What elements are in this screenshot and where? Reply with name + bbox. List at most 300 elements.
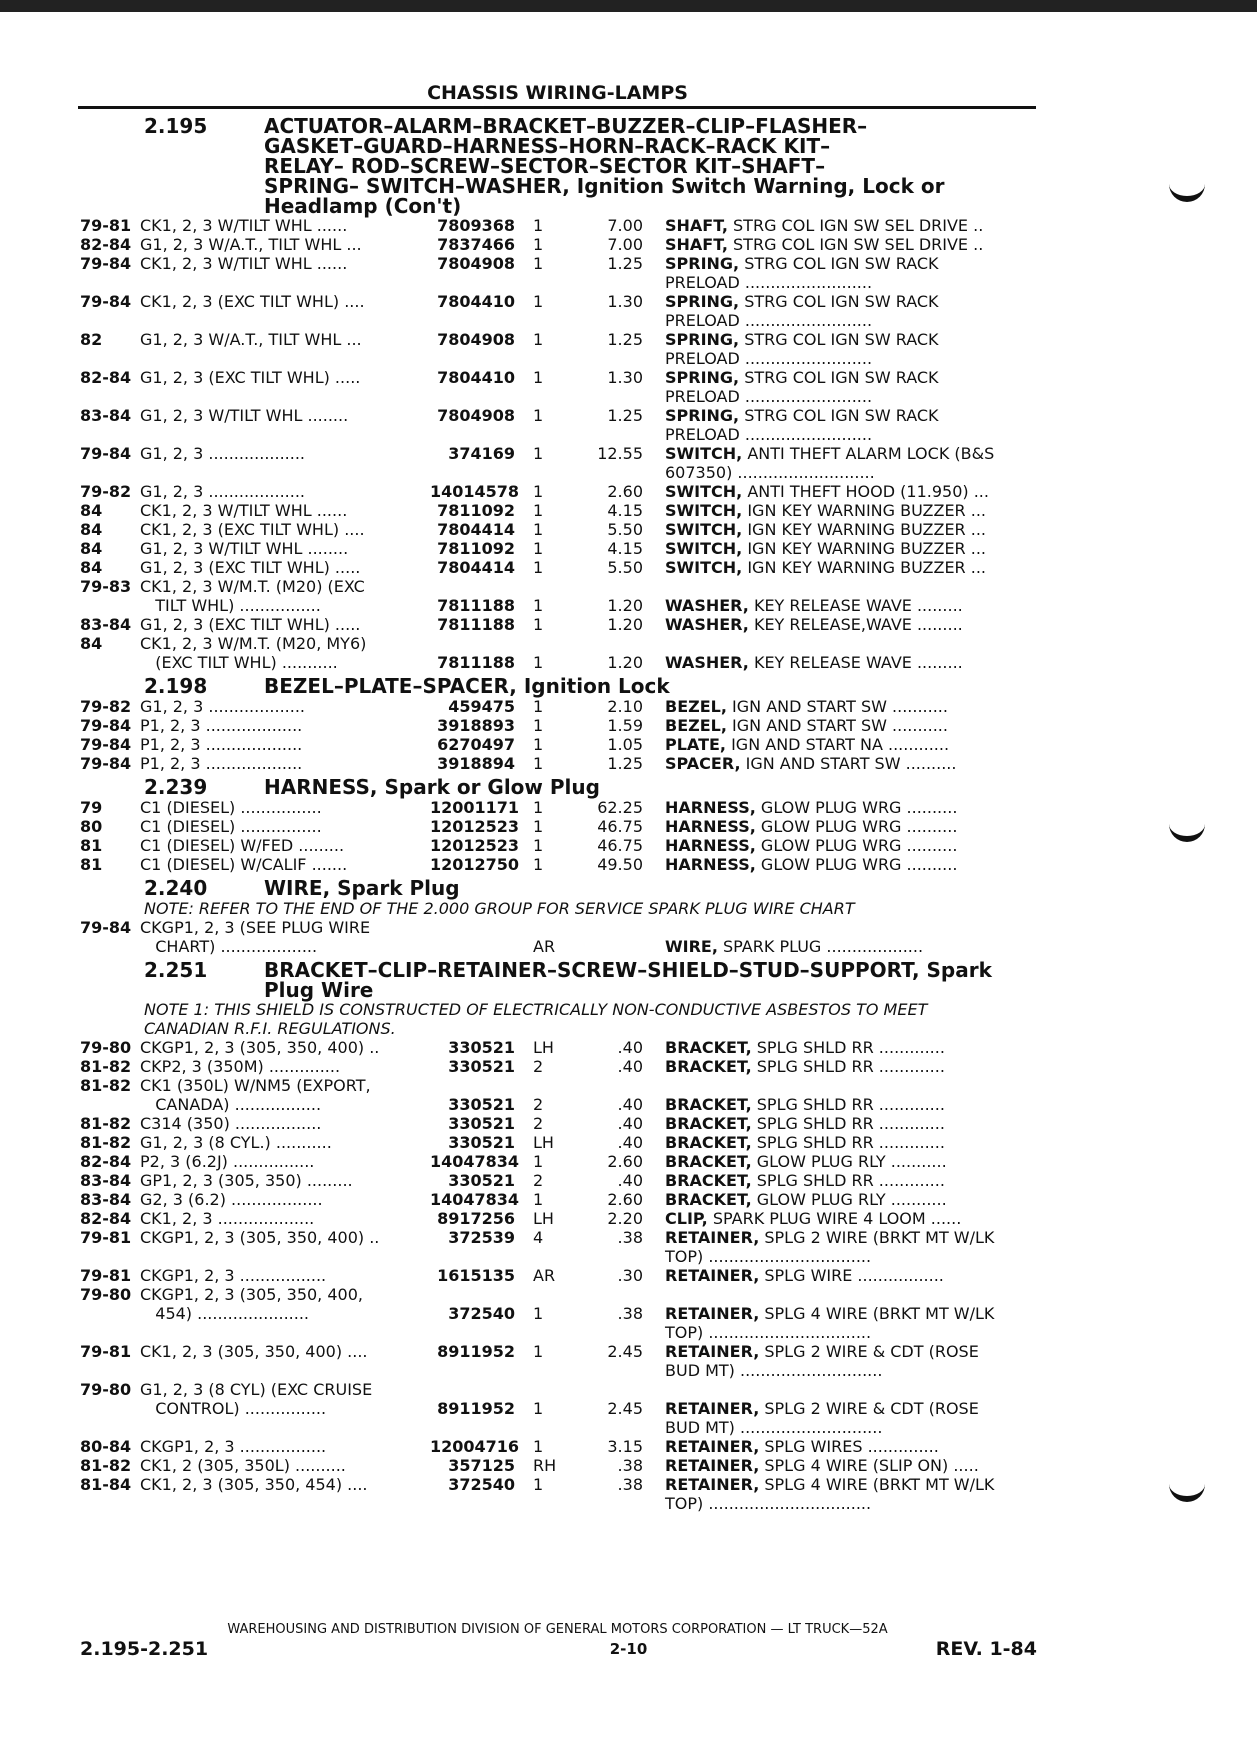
- quantity: 1: [533, 855, 544, 874]
- part-row: [80, 1266, 1040, 1285]
- application: CKGP1, 2, 3 .................: [140, 1437, 327, 1456]
- application: C1 (DIESEL) ................: [140, 798, 322, 817]
- model-years: 79-80: [80, 1380, 132, 1399]
- part-description: [643, 1076, 1035, 1095]
- part-number: [430, 1380, 515, 1399]
- part-name: BRACKET,: [665, 1057, 752, 1076]
- part-number: 7837466: [437, 235, 515, 254]
- price: [578, 577, 643, 596]
- quantity: 1: [533, 444, 544, 463]
- group-title-line: WIRE, Spark Plug: [264, 876, 460, 900]
- part-desc-text: SPLG 2 WIRE & CDT (ROSE: [759, 1342, 979, 1361]
- model-years: 79-81: [80, 1228, 132, 1247]
- part-description: [643, 539, 1035, 558]
- part-name: RETAINER,: [665, 1475, 760, 1494]
- part-name: HARNESS,: [665, 817, 756, 836]
- application: CK1, 2, 3 W/TILT WHL ......: [140, 216, 348, 235]
- part-row: [80, 817, 1040, 836]
- part-desc-text: IGN KEY WARNING BUZZER ...: [742, 520, 987, 539]
- model-years: 79-84: [80, 444, 132, 463]
- price: .38: [617, 1228, 643, 1247]
- model-years: 82-84: [80, 1152, 132, 1171]
- part-name: RETAINER,: [665, 1342, 760, 1361]
- part-description: [643, 798, 1035, 817]
- parts-catalog-content: [80, 112, 1040, 1513]
- part-name: BEZEL,: [665, 697, 727, 716]
- application: G1, 2, 3 ...................: [140, 444, 305, 463]
- model-years: [80, 1095, 140, 1114]
- model-years: 82: [80, 330, 103, 349]
- quantity: 1: [533, 716, 544, 735]
- quantity: [515, 918, 578, 937]
- application: G1, 2, 3 W/A.T., TILT WHL ...: [140, 330, 362, 349]
- part-number: 7804908: [437, 406, 515, 425]
- part-name: SWITCH,: [665, 558, 743, 577]
- part-description: [643, 1285, 1035, 1304]
- price: 46.75: [597, 836, 643, 855]
- model-years: 83-84: [80, 1171, 132, 1190]
- part-number: 8911952: [437, 1342, 515, 1361]
- price: 2.60: [607, 482, 643, 501]
- part-desc-continued: PRELOAD .........................: [665, 349, 873, 368]
- part-desc-text: IGN AND START SW ...........: [726, 716, 948, 735]
- price: [578, 937, 643, 956]
- part-desc-text: GLOW PLUG RLY ...........: [751, 1190, 947, 1209]
- application: CHART) ...................: [140, 937, 318, 956]
- part-name: SWITCH,: [665, 539, 743, 558]
- part-description: [643, 1190, 1035, 1209]
- model-years: 82-84: [80, 368, 132, 387]
- part-name: HARNESS,: [665, 855, 756, 874]
- part-desc-continued: 607350) ...........................: [665, 463, 875, 482]
- part-number: 12004716: [430, 1437, 520, 1456]
- part-desc-text: STRG COL IGN SW RACK: [739, 330, 939, 349]
- part-description: [643, 1152, 1035, 1171]
- part-number: 372540: [448, 1304, 515, 1323]
- binder-hole-mark: [1169, 1468, 1205, 1502]
- part-desc-text: GLOW PLUG WRG ..........: [755, 798, 958, 817]
- quantity: 2: [533, 1114, 544, 1133]
- quantity: [515, 577, 578, 596]
- group-note: NOTE 1: THIS SHIELD IS CONSTRUCTED OF ELECTRICALLY NON-CONDUCTIVE ASBESTOS TO MEET: [144, 1000, 928, 1019]
- part-description: [643, 1171, 1035, 1190]
- model-years: 81: [80, 836, 103, 855]
- part-description: [643, 1038, 1035, 1057]
- part-description: [643, 406, 1035, 444]
- price: .40: [617, 1171, 643, 1190]
- part-desc-text: SPLG SHLD RR .............: [751, 1095, 945, 1114]
- group-number: 2.239: [144, 775, 208, 799]
- model-years: [80, 1304, 140, 1342]
- part-desc-text: SPLG WIRES ..............: [759, 1437, 939, 1456]
- price: [578, 634, 643, 653]
- group-title: [264, 676, 1024, 697]
- application: G1, 2, 3 W/A.T., TILT WHL ...: [140, 235, 362, 254]
- application: G1, 2, 3 (EXC TILT WHL) .....: [140, 558, 361, 577]
- application: (EXC TILT WHL) ...........: [140, 653, 338, 672]
- footer-revision: REV. 1-84: [935, 1638, 1037, 1660]
- part-row: [80, 1285, 1040, 1304]
- model-years: 81-82: [80, 1114, 132, 1133]
- part-desc-continued: BUD MT) ............................: [665, 1361, 883, 1380]
- application: P1, 2, 3 ...................: [140, 754, 303, 773]
- model-years: 84: [80, 558, 103, 577]
- part-row: [80, 1133, 1040, 1152]
- application: G1, 2, 3 (EXC TILT WHL) .....: [140, 368, 361, 387]
- part-desc-text: GLOW PLUG RLY ...........: [751, 1152, 947, 1171]
- quantity: 1: [533, 501, 544, 520]
- application: CK1, 2, 3 (305, 350, 454) ....: [140, 1475, 368, 1494]
- quantity: 1: [533, 1190, 544, 1209]
- quantity: [515, 1285, 578, 1304]
- model-years: [80, 937, 140, 956]
- quantity: 1: [533, 1152, 544, 1171]
- application: GP1, 2, 3 (305, 350) .........: [140, 1171, 353, 1190]
- group-heading: [80, 960, 1040, 1000]
- part-description: [643, 520, 1035, 539]
- part-name: SWITCH,: [665, 520, 743, 539]
- part-name: RETAINER,: [665, 1437, 760, 1456]
- part-desc-text: IGN AND START NA ............: [725, 735, 950, 754]
- quantity: 1: [533, 539, 544, 558]
- model-years: 80-84: [80, 1437, 132, 1456]
- part-row: [80, 501, 1040, 520]
- quantity: 1: [533, 406, 544, 425]
- part-name: SWITCH,: [665, 482, 743, 501]
- application: CK1, 2, 3 W/TILT WHL ......: [140, 254, 348, 273]
- application: CKGP1, 2, 3 .................: [140, 1266, 327, 1285]
- application: CK1 (350L) W/NM5 (EXPORT,: [140, 1076, 371, 1095]
- model-years: 80: [80, 817, 103, 836]
- model-years: 79-81: [80, 1266, 132, 1285]
- price: 46.75: [597, 817, 643, 836]
- part-desc-text: IGN AND START SW ..........: [740, 754, 957, 773]
- quantity: 1: [533, 1475, 544, 1494]
- quantity: [515, 634, 578, 653]
- model-years: 81-82: [80, 1456, 132, 1475]
- part-name: HARNESS,: [665, 836, 756, 855]
- part-row: [80, 577, 1040, 596]
- part-name: SWITCH,: [665, 444, 743, 463]
- part-desc-text: SPLG 4 WIRE (SLIP ON) .....: [759, 1456, 979, 1475]
- part-description: [643, 368, 1035, 406]
- part-number: [430, 577, 515, 596]
- part-row: [80, 1038, 1040, 1057]
- part-number: 3918894: [437, 754, 515, 773]
- part-desc-text: STRG COL IGN SW RACK: [739, 292, 939, 311]
- quantity: 4: [533, 1228, 544, 1247]
- part-description: [643, 1057, 1035, 1076]
- part-name: WASHER,: [665, 615, 749, 634]
- price: [578, 918, 643, 937]
- part-name: SPACER,: [665, 754, 741, 773]
- part-row: [80, 735, 1040, 754]
- price: 4.15: [607, 501, 643, 520]
- part-row: [80, 653, 1040, 672]
- part-description: [643, 937, 1035, 956]
- header-rule: [78, 106, 1036, 109]
- application: CK1, 2 (305, 350L) ..........: [140, 1456, 346, 1475]
- quantity: 1: [533, 653, 544, 672]
- part-row: [80, 937, 1040, 956]
- price: 12.55: [597, 444, 643, 463]
- part-name: WASHER,: [665, 596, 749, 615]
- part-description: [643, 1456, 1035, 1475]
- price: 5.50: [607, 520, 643, 539]
- part-name: HARNESS,: [665, 798, 756, 817]
- part-number: 459475: [448, 697, 515, 716]
- part-name: SPRING,: [665, 254, 740, 273]
- price: .40: [617, 1057, 643, 1076]
- model-years: 82-84: [80, 1209, 132, 1228]
- application: CKGP1, 2, 3 (305, 350, 400,: [140, 1285, 363, 1304]
- quantity: LH: [533, 1038, 554, 1057]
- part-description: [643, 1342, 1035, 1380]
- part-row: [80, 235, 1040, 254]
- application: C1 (DIESEL) W/CALIF .......: [140, 855, 348, 874]
- part-description: [643, 1209, 1035, 1228]
- price: 2.20: [607, 1209, 643, 1228]
- part-number: 14014578: [430, 482, 520, 501]
- model-years: 81-82: [80, 1133, 132, 1152]
- application: CK1, 2, 3 (EXC TILT WHL) ....: [140, 520, 365, 539]
- part-description: [643, 817, 1035, 836]
- part-row: [80, 1437, 1040, 1456]
- part-description: [643, 254, 1035, 292]
- quantity: 1: [533, 615, 544, 634]
- group-note: NOTE: REFER TO THE END OF THE 2.000 GROUP FOR SERVICE SPARK PLUG WIRE CHART: [144, 899, 855, 918]
- group-title-line: Plug Wire: [264, 978, 374, 1002]
- quantity: 1: [533, 330, 544, 349]
- part-row: [80, 596, 1040, 615]
- part-desc-text: STRG COL IGN SW SEL DRIVE ..: [727, 235, 984, 254]
- part-number: 14047834: [430, 1190, 520, 1209]
- part-desc-continued: TOP) ................................: [665, 1494, 872, 1513]
- model-years: 83-84: [80, 1190, 132, 1209]
- part-number: 374169: [448, 444, 515, 463]
- quantity: 1: [533, 798, 544, 817]
- part-description: [643, 501, 1035, 520]
- part-description: [643, 1380, 1035, 1399]
- part-desc-text: GLOW PLUG WRG ..........: [755, 836, 958, 855]
- part-name: BEZEL,: [665, 716, 727, 735]
- application: C1 (DIESEL) W/FED .........: [140, 836, 345, 855]
- part-desc-continued: PRELOAD .........................: [665, 311, 873, 330]
- group-title: [264, 777, 1024, 798]
- model-years: 79-81: [80, 216, 132, 235]
- quantity: 1: [533, 558, 544, 577]
- part-description: [643, 577, 1035, 596]
- model-years: 79-80: [80, 1285, 132, 1304]
- group-heading: [80, 676, 1040, 697]
- price: 1.20: [607, 615, 643, 634]
- group-number: 2.251: [144, 958, 208, 982]
- part-description: [643, 1266, 1035, 1285]
- part-desc-text: SPLG 4 WIRE (BRKT MT W/LK: [759, 1304, 995, 1323]
- part-description: [643, 1228, 1035, 1266]
- application: CK1, 2, 3 ...................: [140, 1209, 315, 1228]
- part-row: [80, 918, 1040, 937]
- price: 2.45: [607, 1399, 643, 1418]
- part-row: [80, 1342, 1040, 1380]
- part-row: [80, 1076, 1040, 1095]
- group-heading: [80, 116, 1040, 216]
- price: .40: [617, 1114, 643, 1133]
- part-number: 7809368: [437, 216, 515, 235]
- part-desc-text: KEY RELEASE,WAVE .........: [748, 615, 963, 634]
- price: 1.25: [607, 330, 643, 349]
- part-name: BRACKET,: [665, 1152, 752, 1171]
- part-row: [80, 697, 1040, 716]
- price: 3.15: [607, 1437, 643, 1456]
- part-number: 330521: [448, 1114, 515, 1133]
- part-description: [643, 1399, 1035, 1437]
- application: CK1, 2, 3 W/M.T. (M20, MY6): [140, 634, 367, 653]
- group-title-line: RELAY– ROD–SCREW–SECTOR–SECTOR KIT–SHAFT–: [264, 154, 826, 178]
- application: CANADA) .................: [140, 1095, 322, 1114]
- part-row: [80, 1152, 1040, 1171]
- part-desc-text: GLOW PLUG WRG ..........: [755, 855, 958, 874]
- part-row: [80, 1190, 1040, 1209]
- model-years: 84: [80, 634, 103, 653]
- application: P2, 3 (6.2J) ................: [140, 1152, 315, 1171]
- model-years: 81-82: [80, 1076, 132, 1095]
- footer-publisher-line: WAREHOUSING AND DISTRIBUTION DIVISION OF GENERAL MOTORS CORPORATION — LT TRUCK—52A: [227, 1622, 888, 1637]
- application: P1, 2, 3 ...................: [140, 716, 303, 735]
- part-description: [643, 235, 1035, 254]
- part-row: [80, 558, 1040, 577]
- application: CK1, 2, 3 W/M.T. (M20) (EXC: [140, 577, 365, 596]
- part-desc-text: SPARK PLUG WIRE 4 LOOM ......: [707, 1209, 962, 1228]
- part-desc-text: SPARK PLUG ...................: [717, 937, 924, 956]
- binder-hole-mark: [1169, 808, 1205, 842]
- part-number: 330521: [448, 1038, 515, 1057]
- part-name: BRACKET,: [665, 1095, 752, 1114]
- group-title-line: BEZEL–PLATE–SPACER, Ignition Lock: [264, 674, 670, 698]
- quantity: 2: [533, 1057, 544, 1076]
- price: 7.00: [607, 216, 643, 235]
- part-description: [643, 1304, 1035, 1342]
- part-description: [643, 735, 1035, 754]
- part-description: [643, 836, 1035, 855]
- group-title-line: HARNESS, Spark or Glow Plug: [264, 775, 600, 799]
- part-desc-text: SPLG 2 WIRE (BRKT MT W/LK: [759, 1228, 995, 1247]
- group-title-line: SPRING– SWITCH–WASHER, Ignition Switch Warning, Lock or: [264, 174, 945, 198]
- part-name: SHAFT,: [665, 216, 728, 235]
- part-description: [643, 634, 1035, 653]
- quantity: 1: [533, 368, 544, 387]
- part-number: 7804414: [437, 558, 515, 577]
- quantity: AR: [533, 1266, 556, 1285]
- model-years: 84: [80, 501, 103, 520]
- price: .38: [617, 1456, 643, 1475]
- part-name: SPRING,: [665, 330, 740, 349]
- part-number: [430, 937, 515, 956]
- part-number: [430, 918, 515, 937]
- part-description: [643, 855, 1035, 874]
- part-number: 12012523: [430, 817, 520, 836]
- part-description: [643, 1437, 1035, 1456]
- price: .40: [617, 1038, 643, 1057]
- application: CK1, 2, 3 (305, 350, 400) ....: [140, 1342, 368, 1361]
- model-years: 79: [80, 798, 103, 817]
- quantity: 1: [533, 836, 544, 855]
- part-name: SPRING,: [665, 292, 740, 311]
- part-desc-text: SPLG 2 WIRE & CDT (ROSE: [759, 1399, 979, 1418]
- quantity: 1: [533, 735, 544, 754]
- part-row: [80, 798, 1040, 817]
- quantity: 1: [533, 482, 544, 501]
- part-row: [80, 406, 1040, 444]
- quantity: 1: [533, 697, 544, 716]
- part-row: [80, 836, 1040, 855]
- application: CKGP1, 2, 3 (305, 350, 400) ..: [140, 1038, 380, 1057]
- application: G1, 2, 3 ...................: [140, 482, 305, 501]
- part-description: [643, 754, 1035, 773]
- price: 1.30: [607, 292, 643, 311]
- part-number: 7811092: [437, 501, 515, 520]
- price: 1.25: [607, 254, 643, 273]
- part-name: SWITCH,: [665, 501, 743, 520]
- price: 5.50: [607, 558, 643, 577]
- part-number: [430, 1076, 515, 1095]
- quantity: 1: [533, 754, 544, 773]
- part-name: RETAINER,: [665, 1228, 760, 1247]
- part-name: BRACKET,: [665, 1171, 752, 1190]
- model-years: 79-82: [80, 482, 132, 501]
- part-desc-text: STRG COL IGN SW SEL DRIVE ..: [727, 216, 984, 235]
- part-desc-text: SPLG SHLD RR .............: [751, 1133, 945, 1152]
- binder-hole-mark: [1169, 168, 1205, 202]
- part-desc-text: IGN AND START SW ...........: [726, 697, 948, 716]
- part-desc-text: IGN KEY WARNING BUZZER ...: [742, 539, 987, 558]
- model-years: 79-81: [80, 1342, 132, 1361]
- part-number: 7811188: [437, 653, 515, 672]
- model-years: 81-82: [80, 1057, 132, 1076]
- part-number: 7804410: [437, 368, 515, 387]
- application: CKGP1, 2, 3 (305, 350, 400) ..: [140, 1228, 380, 1247]
- part-number: 6270497: [437, 735, 515, 754]
- part-description: [643, 330, 1035, 368]
- group-number: 2.195: [144, 114, 208, 138]
- price: 1.20: [607, 596, 643, 615]
- application: G1, 2, 3 ...................: [140, 697, 305, 716]
- part-number: 7811188: [437, 596, 515, 615]
- price: .30: [617, 1266, 643, 1285]
- model-years: [80, 596, 140, 615]
- quantity: LH: [533, 1209, 554, 1228]
- part-desc-text: STRG COL IGN SW RACK: [739, 254, 939, 273]
- price: .38: [617, 1304, 643, 1323]
- part-name: RETAINER,: [665, 1456, 760, 1475]
- group-title: [264, 116, 1024, 216]
- quantity: 1: [533, 235, 544, 254]
- part-number: 14047834: [430, 1152, 520, 1171]
- group-heading: [80, 777, 1040, 798]
- group-note: CANADIAN R.F.I. REGULATIONS.: [144, 1019, 396, 1038]
- group-title-line: BRACKET–CLIP–RETAINER–SCREW–SHIELD–STUD–SUPPORT, Spark: [264, 958, 992, 982]
- part-desc-text: SPLG WIRE .................: [759, 1266, 944, 1285]
- part-number: 7811092: [437, 539, 515, 558]
- price: 1.05: [607, 735, 643, 754]
- part-desc-text: ANTI THEFT HOOD (11.950) ...: [742, 482, 989, 501]
- part-name: BRACKET,: [665, 1114, 752, 1133]
- part-row: [80, 539, 1040, 558]
- part-number: 7811188: [437, 615, 515, 634]
- quantity: RH: [533, 1456, 557, 1475]
- part-number: 330521: [448, 1057, 515, 1076]
- part-name: RETAINER,: [665, 1399, 760, 1418]
